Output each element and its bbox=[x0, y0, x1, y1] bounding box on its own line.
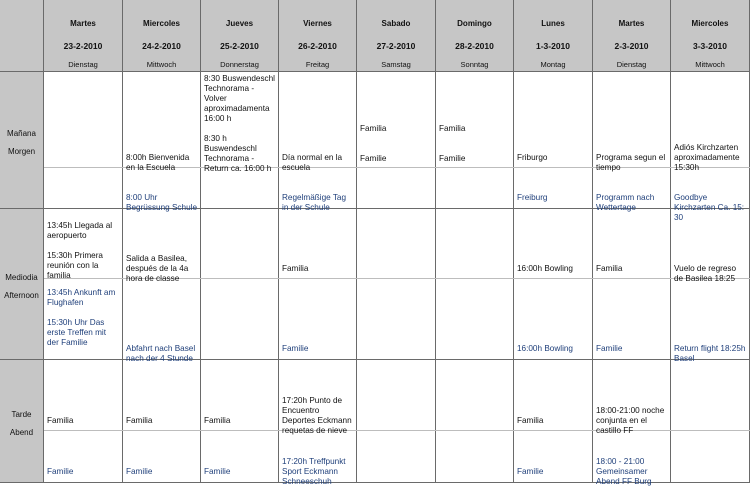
day-name: Viernes bbox=[303, 19, 332, 28]
cell-divider bbox=[357, 430, 436, 431]
activity-de: Familie bbox=[204, 467, 231, 476]
activity-de: 13:45h Ankunft am Flughafen 15:30h Uhr Das erste Treffen mit der Familie bbox=[47, 288, 116, 347]
schedule-cell bbox=[123, 72, 201, 212]
day-name: Martes bbox=[618, 19, 645, 28]
schedule-cell bbox=[279, 360, 357, 486]
cell-divider bbox=[436, 167, 514, 168]
activity-es: Familia bbox=[596, 264, 623, 273]
corner-cell bbox=[0, 0, 44, 72]
day-date: 2-3-2010 bbox=[614, 41, 649, 51]
day-name-de: Freitag bbox=[305, 60, 330, 69]
cell-divider bbox=[279, 278, 357, 279]
activity-es: 16:00h Bowling bbox=[517, 264, 573, 273]
day-name-de: Dienstag bbox=[68, 60, 98, 69]
day-date: 1-3-2010 bbox=[535, 41, 571, 51]
row-label-es: Mediodia bbox=[5, 272, 38, 282]
cell-divider bbox=[514, 278, 593, 279]
day-name: Miercoles bbox=[691, 19, 729, 28]
activity-es: Familia Familie bbox=[439, 124, 466, 163]
schedule-cell bbox=[44, 72, 123, 209]
schedule-cell bbox=[436, 72, 514, 209]
day-header bbox=[593, 0, 671, 72]
day-header bbox=[279, 0, 357, 72]
cell-divider bbox=[593, 278, 671, 279]
activity-de: Familie bbox=[596, 344, 623, 353]
schedule-cell bbox=[593, 72, 671, 212]
activity-de: 17:20h Treffpunkt Sport Eckmann Schneeschuh bbox=[282, 457, 346, 486]
row-label-de: Afternoon bbox=[4, 290, 39, 300]
day-name: Jueves bbox=[225, 19, 254, 28]
schedule-cell bbox=[593, 360, 671, 486]
day-date: 27-2-2010 bbox=[376, 41, 416, 51]
day-name-de: Mittwoch bbox=[695, 60, 725, 69]
schedule-cell bbox=[671, 209, 750, 363]
day-name: Domingo bbox=[457, 19, 492, 28]
schedule-cell bbox=[201, 209, 279, 360]
day-header bbox=[123, 0, 201, 72]
day-name: Miercoles bbox=[143, 19, 180, 28]
activity-es: 17:20h Punto de Encuentro Deportes Eckmann requetas de nieve bbox=[282, 396, 352, 435]
day-name-de: Dienstag bbox=[616, 60, 647, 69]
activity-de: Familie bbox=[126, 467, 153, 476]
schedule-cell bbox=[357, 72, 436, 209]
activity-es: 13:45h Llegada al aeropuerto 15:30h Primera reunión con la familia bbox=[47, 221, 113, 280]
day-name-de: Donnerstag bbox=[220, 60, 259, 69]
row-label bbox=[0, 72, 44, 209]
day-name: Sabado bbox=[381, 19, 411, 28]
activity-de: 8:00 Uhr Begrüssung Schule bbox=[126, 193, 198, 212]
day-name: Martes bbox=[70, 19, 96, 28]
schedule-cell bbox=[436, 360, 514, 483]
schedule-cell bbox=[436, 209, 514, 360]
activity-de: Familie bbox=[47, 467, 74, 476]
activity-es: 18:00-21:00 noche conjunta en el castillo FF bbox=[596, 406, 665, 435]
activity-de: Goodbye Kirchzarten Ca. 15: 30 bbox=[674, 193, 745, 222]
activity-es: Familia bbox=[126, 416, 153, 425]
schedule-cell bbox=[357, 360, 436, 483]
activity-de: Freiburg bbox=[517, 193, 548, 202]
day-header bbox=[44, 0, 123, 72]
cell-divider bbox=[357, 278, 436, 279]
activity-es: Familia bbox=[204, 416, 231, 425]
activity-es: Familia bbox=[517, 416, 544, 425]
schedule-cell bbox=[44, 209, 123, 360]
day-name-de: Samstag bbox=[381, 60, 411, 69]
schedule-cell bbox=[514, 72, 593, 209]
day-header bbox=[671, 0, 750, 72]
activity-es: Programa segun el tiempo bbox=[596, 153, 666, 172]
activity-es: Familia bbox=[282, 264, 309, 273]
schedule-cell bbox=[201, 72, 279, 209]
day-date: 24-2-2010 bbox=[142, 41, 181, 51]
schedule-cell bbox=[279, 72, 357, 212]
activity-de: Familie bbox=[517, 467, 544, 476]
activity-es: Vuelo de regreso de Basilea 18:25 bbox=[674, 264, 737, 283]
schedule-cell bbox=[123, 360, 201, 483]
day-header bbox=[436, 0, 514, 72]
activity-de: Programm nach Wettertage bbox=[596, 193, 655, 212]
activity-es: Familia bbox=[47, 416, 74, 425]
row-label-de: Morgen bbox=[7, 146, 36, 156]
schedule-cell bbox=[671, 360, 750, 483]
schedule-cell bbox=[357, 209, 436, 360]
activity-es: Familia Familie bbox=[360, 124, 387, 163]
day-name-de: Sonntag bbox=[460, 60, 489, 69]
day-date: 3-3-2010 bbox=[692, 41, 728, 51]
cell-divider bbox=[123, 430, 201, 431]
day-date: 25-2-2010 bbox=[220, 41, 259, 51]
day-date: 23-2-2010 bbox=[63, 41, 103, 51]
cell-divider bbox=[201, 278, 279, 279]
schedule-cell bbox=[514, 209, 593, 360]
cell-divider bbox=[44, 430, 123, 431]
activity-de: Familie bbox=[282, 344, 309, 353]
day-name-de: Montag bbox=[540, 60, 566, 69]
row-label-de: Abend bbox=[9, 427, 34, 437]
cell-divider bbox=[44, 167, 123, 168]
row-label bbox=[0, 360, 44, 483]
schedule-cell bbox=[44, 360, 123, 483]
activity-es: 8:00h Bienvenida en la Escuela bbox=[126, 153, 190, 172]
schedule-cell bbox=[593, 209, 671, 360]
activity-de: Return flight 18:25h Basel bbox=[674, 344, 746, 363]
cell-divider bbox=[201, 430, 279, 431]
activity-de: 18:00 - 21:00 Gemeinsamer Abend FF Burg bbox=[596, 457, 652, 486]
cell-divider bbox=[436, 430, 514, 431]
cell-divider bbox=[514, 167, 593, 168]
row-label-es: Mañana bbox=[7, 128, 36, 138]
activity-es: Día normal en la escuela bbox=[282, 153, 343, 172]
activity-es: 8:30 Buswendeschl Technorama - Volver aproximadamenta 16:00 h 8:30 h Buswendeschl Technorama - Return ca. 16:00 h bbox=[204, 74, 276, 173]
day-header bbox=[514, 0, 593, 72]
activity-de: 16:00h Bowling bbox=[517, 344, 573, 353]
schedule-cell bbox=[671, 72, 750, 222]
row-label bbox=[0, 209, 44, 360]
day-date: 28-2-2010 bbox=[455, 41, 494, 51]
activity-es: Salida a Basilea, después de la 4a hora de classe bbox=[126, 254, 189, 283]
schedule-cell bbox=[514, 360, 593, 483]
day-header bbox=[201, 0, 279, 72]
day-name: Lunes bbox=[541, 19, 565, 28]
schedule-cell bbox=[201, 360, 279, 483]
cell-divider bbox=[357, 167, 436, 168]
activity-es: Friburgo bbox=[517, 153, 548, 162]
schedule-cell bbox=[279, 209, 357, 360]
row-label-es: Tarde bbox=[11, 409, 32, 419]
schedule-cell bbox=[123, 209, 201, 363]
cell-divider bbox=[514, 430, 593, 431]
day-name-de: Mittwoch bbox=[146, 60, 177, 69]
activity-es: Adiós Kirchzarten aproximadamente 15:30h bbox=[674, 143, 740, 172]
cell-divider bbox=[671, 430, 750, 431]
day-date: 26-2-2010 bbox=[298, 41, 337, 51]
activity-de: Regelmäßige Tag in der Schule bbox=[282, 193, 347, 212]
activity-de: Abfahrt nach Basel nach der 4 Stunde bbox=[126, 344, 196, 363]
day-header bbox=[357, 0, 436, 72]
cell-divider bbox=[436, 278, 514, 279]
